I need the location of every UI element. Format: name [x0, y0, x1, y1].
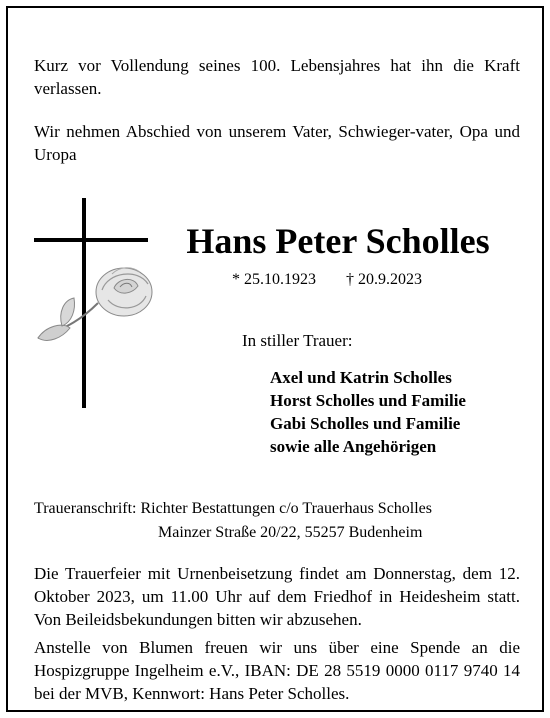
address-text-2: Mainzer Straße 20/22, 55257 Budenheim	[158, 524, 423, 541]
mourner-name: Axel und Katrin Scholles	[270, 368, 452, 387]
deceased-name: Hans Peter Scholles	[186, 221, 490, 261]
intro-text-1: Kurz vor Vollendung seines 100. Lebensjahres hat ihn die Kraft verlassen.	[34, 56, 520, 98]
rose-bloom	[96, 268, 152, 316]
obituary-frame	[6, 6, 544, 712]
death-date: † 20.9.2023	[346, 271, 422, 288]
mourner-name: Gabi Scholles und Familie	[270, 414, 461, 433]
birth-date: * 25.10.1923	[232, 271, 316, 288]
mourner-name: sowie alle Angehörigen	[270, 437, 437, 456]
address-text-1: Richter Bestattungen c/o Trauerhaus Scholles	[140, 500, 433, 517]
ceremony-text: Die Trauerfeier mit Urnenbeisetzung findet am Donnerstag, dem 12. Oktober 2023, um 11.00 Uhr auf dem Friedhof in Heidesheim statt. Von Beileidsbekundungen bitten wir abzusehen.	[34, 564, 520, 629]
mourning-label: In stiller Trauer:	[242, 331, 353, 350]
cross-horizontal-bar	[34, 238, 148, 242]
mourner-name: Horst Scholles und Familie	[270, 391, 466, 410]
intro-text-2: Wir nehmen Abschied von unserem Vater, Schwieger-vater, Opa und Uropa	[34, 122, 520, 164]
cross-vertical-bar	[82, 198, 86, 408]
rose-leaf	[38, 325, 70, 340]
mourners-list	[270, 366, 466, 458]
cross-with-rose-illustration	[28, 188, 158, 408]
address-line-1	[34, 498, 432, 520]
rose-leaf	[61, 298, 75, 326]
life-dates	[232, 270, 422, 290]
address-label: Traueranschrift:	[34, 500, 137, 517]
donation-text: Anstelle von Blumen freuen wir uns über eine Spende an die Hospizgruppe Ingelheim e.V., IBAN: DE 28 5519 0000 0117 9740 14 bei der MVB, Kennwort: Hans Peter Scholles.	[34, 638, 520, 703]
